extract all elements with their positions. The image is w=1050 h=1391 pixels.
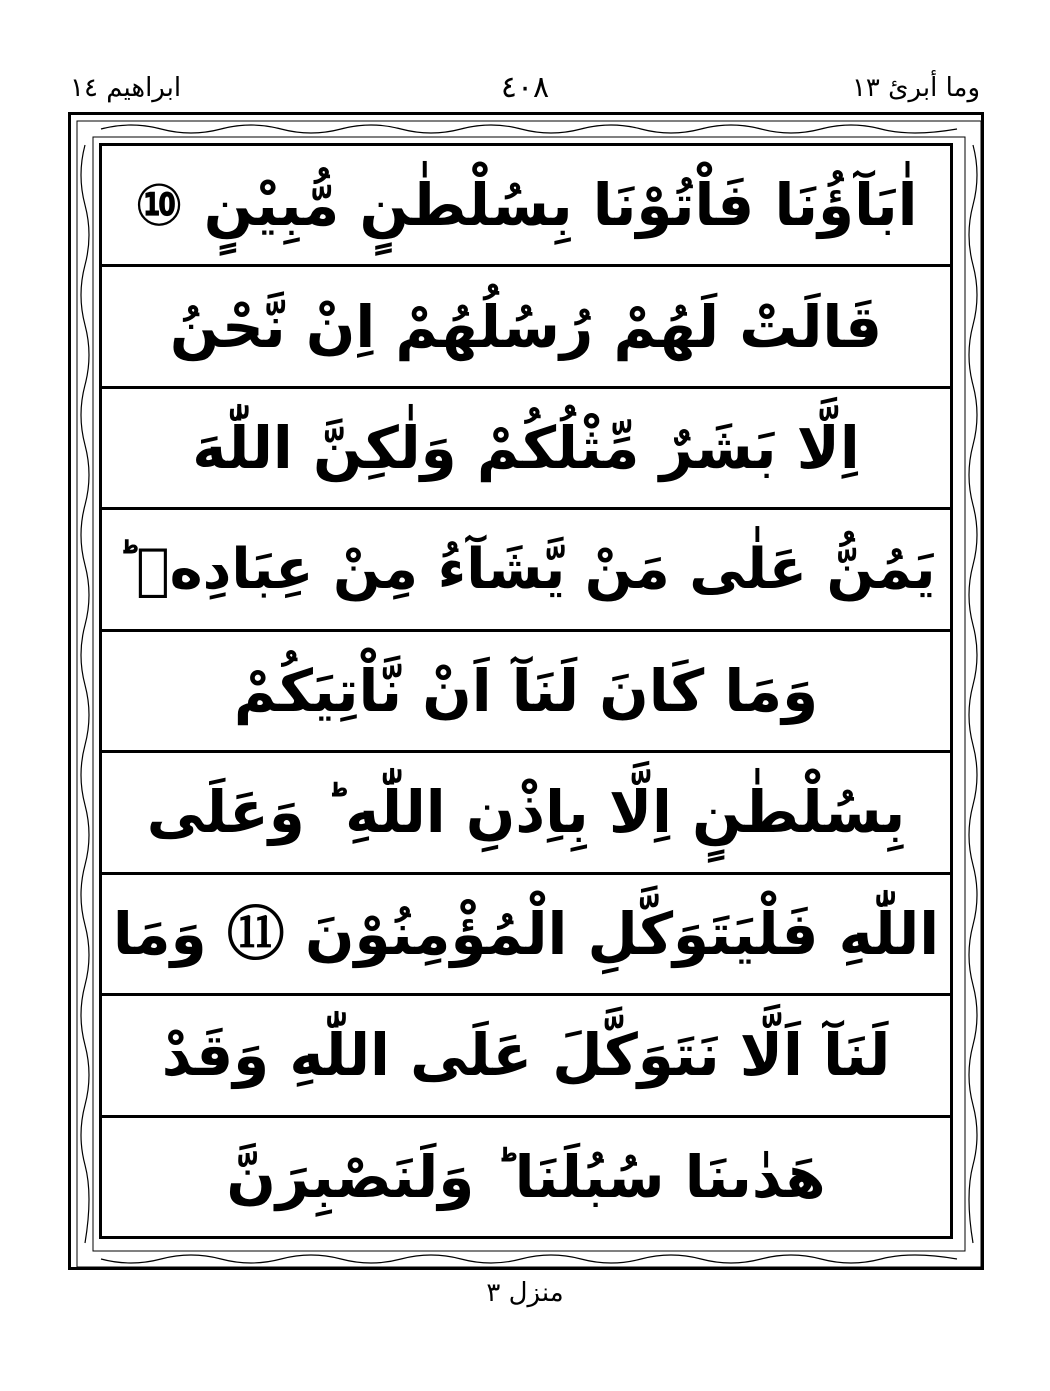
page-frame	[68, 112, 984, 1270]
verse-line-text: يَمُنُّ عَلٰى مَنْ يَّشَآءُ مِنْ عِبَادِهٖ ؕ	[116, 536, 936, 602]
verse-line	[102, 875, 950, 996]
verse-line-text: قَالَتْ لَهُمْ رُسُلُهُمْ اِنْ نَّحْنُ	[169, 292, 883, 361]
verse-line	[102, 510, 950, 631]
verse-line	[102, 389, 950, 510]
page-header	[70, 66, 980, 110]
verse-line	[102, 632, 950, 753]
page-number: ٤٠٨	[500, 70, 550, 105]
verse-line	[102, 146, 950, 267]
verse-line-text: اٰبَآؤُنَا فَاْتُوْنَا بِسُلْطٰنٍ مُّبِيْنٍ ⑩	[134, 171, 918, 240]
verse-lines	[102, 146, 950, 1236]
verse-line-text: لَنَآ اَلَّا نَتَوَكَّلَ عَلَى اللّٰهِ وَقَدْ	[161, 1021, 891, 1090]
verse-line-text: هَدٰىنَا سُبُلَنَا ؕ وَلَنَصْبِرَنَّ	[226, 1142, 826, 1211]
verse-line	[102, 753, 950, 874]
juz-title: وما أبرئ ١٣	[851, 73, 980, 103]
text-area	[99, 143, 953, 1239]
surah-title: ابراهيم ١٤	[70, 73, 182, 103]
verse-line-text: بِسُلْطٰنٍ اِلَّا بِاِذْنِ اللّٰهِ ؕ وَعَلَى	[146, 778, 906, 847]
manzil-footer: منزل ٣	[486, 1278, 564, 1308]
verse-line-text: اِلَّا بَشَرٌ مِّثْلُكُمْ وَلٰكِنَّ اللّٰهَ	[192, 414, 860, 483]
verse-line-text: اللّٰهِ فَلْيَتَوَكَّلِ الْمُؤْمِنُوْنَ ⑪ وَمَا	[112, 899, 940, 968]
verse-line	[102, 1118, 950, 1236]
verse-line-text: وَمَا كَانَ لَنَآ اَنْ نَّاْتِيَكُمْ	[233, 656, 819, 725]
verse-line	[102, 996, 950, 1117]
verse-line	[102, 267, 950, 388]
